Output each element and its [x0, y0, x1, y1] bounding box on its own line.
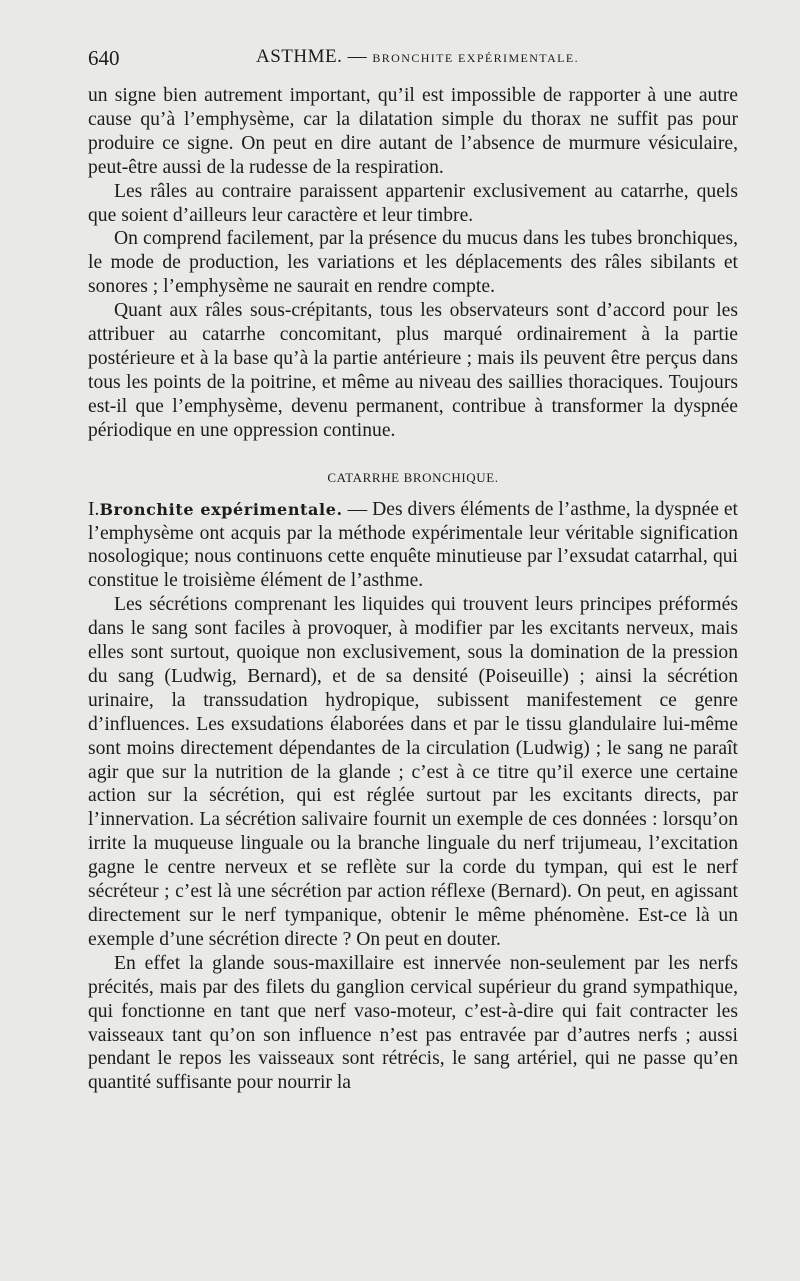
paragraph: Quant aux râles sous-crépitants, tous les observateurs sont d’accord pour les attribuer au catarrhe concomitant, plus marqué ordinairement à la partie postérieure et à la base qu’à la partie antérieure ; mais ils peuvent être perçus dans tous les points de la poitrine, et même au niveau des saillies thoraciques. Toujours est-il que l’emphysème, devenu permanent, contribue à transformer la dyspnée périodique en une oppression continue. [88, 300, 738, 441]
section-lead-paragraph [88, 498, 738, 594]
running-title [256, 46, 579, 68]
running-title-main: ASTHME. — [256, 46, 368, 67]
section-lead-text: — Des divers éléments de l’asthme, la dyspnée et l’emphysème ont acquis par la méthode expérimentale leur véritable signification nosologique; nous continuons cette enquête minutieuse par l’exsudat catarrhal, qui constitue le troisième élément de l’asthme. [88, 498, 738, 592]
body-text-before [88, 84, 738, 443]
running-title-sub: BRONCHITE EXPÉRIMENTALE. [372, 51, 580, 65]
paragraph: En effet la glande sous-maxillaire est innervée non-seulement par les nerfs précités, mais par des filets du ganglion cervical supérieur du grand sympathique, qui fonctionne en tant que nerf vaso-moteur, c’est-à-dire qui fait contracter les vaisseaux tant qu’on son influence n’est pas entravée par d’autres nerfs ; aussi pendant le repos les vaisseaux sont rétrécis, le sang artériel, qui ne passe qu’en quantité suffisante pour nourrir la [88, 952, 738, 1094]
paragraph: un signe bien autrement important, qu’il est impossible de rapporter à une autre cause qu’à l’emphysème, car la dilatation simple du thorax ne suffit pas pour produire ce signe. On peut en dire autant de l’absence de murmure vésiculaire, peut-être aussi de la rudesse de la respiration. [88, 85, 738, 178]
section-heading: CATARRHE BRONCHIQUE. [327, 469, 499, 485]
body-text-after [88, 498, 738, 1096]
section-number: I. [88, 498, 100, 520]
paragraph: On comprend facilement, par la présence du mucus dans les tubes bronchiques, le mode de production, les variations et les déplacements des râles sibilants et sonores ; l’emphysème ne saurait en rendre compte. [88, 228, 738, 298]
page-number: 640 [88, 46, 120, 70]
section-title: Bronchite expérimentale. [99, 499, 343, 519]
paragraph: Les râles au contraire paraissent appartenir exclusivement au catarrhe, quels que soient d’ailleurs leur caractère et leur timbre. [88, 180, 738, 226]
paragraph: Les sécrétions comprenant les liquides qui trouvent leurs principes préformés dans le sang sont faciles à provoquer, à modifier par les excitants nerveux, mais elles sont surtout, quoique non exclusivement, sous la domination de la pression du sang (Ludwig, Bernard), et de sa densité (Poiseuille) ; ainsi la sécrétion urinaire, la transsudation hydropique, subissent manifestement ce genre d’influences. Les exsudations élaborées dans et par le tissu glandulaire lui-même sont moins directement dépendantes de la circulation (Ludwig) ; le sang ne paraît agir que sur la nutrition de la glande ; c’est à ce titre qu’il exerce une certaine action sur la sécrétion, qui est réglée surtout par les excitants directs, par l’innervation. La sécrétion salivaire fournit un exemple de ces données : lorsqu’on irrite la muqueuse linguale ou la branche linguale du nerf trijumeau, l’excitation gagne le centre nerveux et se reflète sur la corde du tympan, qui est le nerf sécréteur ; c’est là une sécrétion par action réflexe (Bernard). On peut, en agissant directement sur le nerf tympanique, obtenir le même phénomène. Est-ce là un exemple d’une sécrétion directe ? On peut en douter. [88, 594, 738, 950]
running-head [88, 44, 738, 74]
